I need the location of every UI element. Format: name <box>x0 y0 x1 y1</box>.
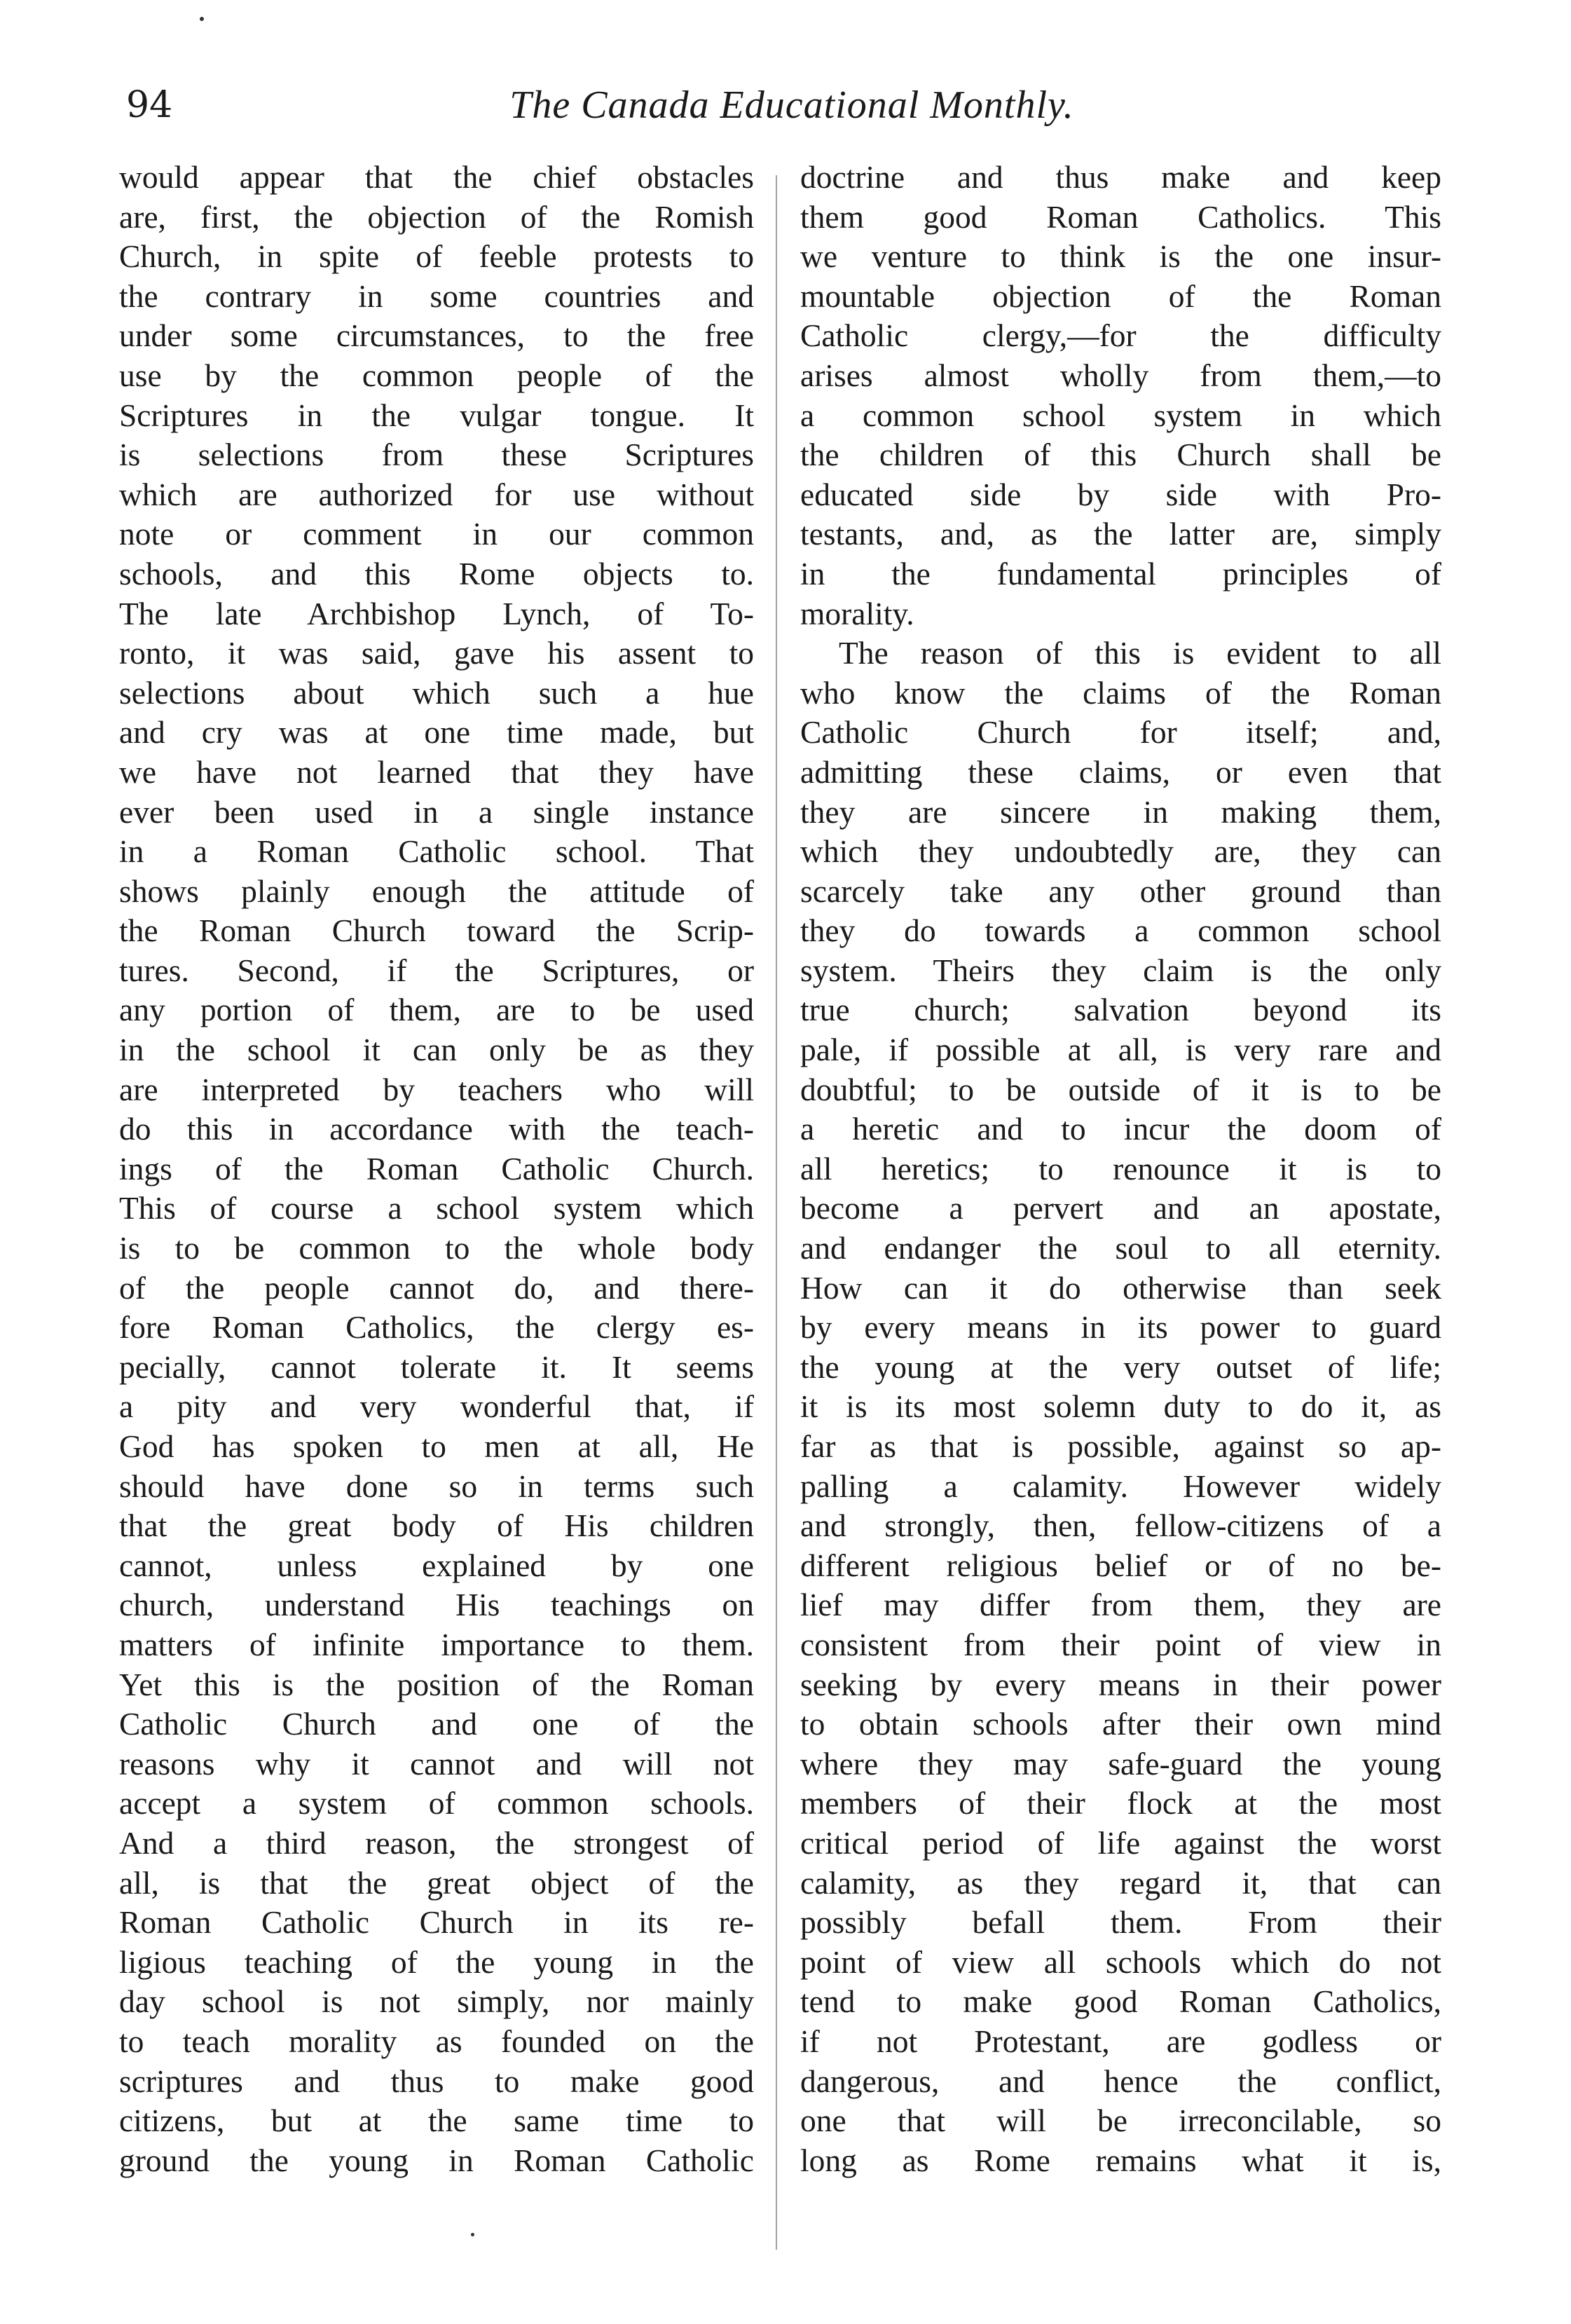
text-line: long as Rome remains what it is, <box>800 2142 1441 2178</box>
text-line: educated side by side with Pro- <box>800 476 1441 512</box>
text-line: a common school system in which <box>800 397 1441 433</box>
text-line: by every means in its power to guard <box>800 1309 1441 1346</box>
text-line: admitting these claims, or even that <box>800 753 1441 790</box>
print-speck <box>200 17 204 21</box>
text-line: where they may safe-guard the young <box>800 1745 1441 1782</box>
page-number: 94 <box>126 84 173 126</box>
text-line: mountable objection of the Roman <box>800 278 1441 314</box>
text-line: God has spoken to men at all, He <box>119 1428 754 1464</box>
text-line: matters of infinite importance to them. <box>119 1626 754 1662</box>
text-line: doubtful; to be outside of it is to be <box>800 1071 1441 1107</box>
text-line: them good Roman Catholics. This <box>800 198 1441 235</box>
text-line: arises almost wholly from them,—to <box>800 357 1441 393</box>
text-line: are, first, the objection of the Romish <box>119 198 754 235</box>
text-line: lief may differ from them, they are <box>800 1587 1441 1623</box>
text-line: should have done so in terms such <box>119 1468 754 1504</box>
text-line: ground the young in Roman Catholic <box>119 2142 754 2178</box>
text-line: a pity and very wonderful that, if <box>119 1388 754 1425</box>
text-line: The reason of this is evident to all <box>839 635 1441 671</box>
text-line: note or comment in our common <box>119 516 754 552</box>
text-line: This of course a school system which <box>119 1190 754 1226</box>
text-line: all heretics; to renounce it is to <box>800 1150 1441 1187</box>
text-line: in a Roman Catholic school. That <box>119 833 754 870</box>
text-line: the children of this Church shall be <box>800 437 1441 473</box>
text-line: dangerous, and hence the conflict, <box>800 2063 1441 2099</box>
text-line: they do towards a common school <box>800 912 1441 949</box>
text-line: we have not learned that they have <box>119 753 754 790</box>
text-line: in the school it can only be as they <box>119 1032 754 1068</box>
text-line: if not Protestant, are godless or <box>800 2023 1441 2059</box>
text-line: a heretic and to incur the doom of <box>800 1111 1441 1147</box>
text-line: one that will be irreconcilable, so <box>800 2103 1441 2139</box>
text-line: scriptures and thus to make good <box>119 2063 754 2099</box>
text-line: the Roman Church toward the Scrip- <box>119 912 754 949</box>
text-line: seeking by every means in their power <box>800 1666 1441 1702</box>
text-line: Church, in spite of feeble protests to <box>119 238 754 275</box>
text-line: all, is that the great object of the <box>119 1864 754 1901</box>
text-line: citizens, but at the same time to <box>119 2103 754 2139</box>
text-line: system. Theirs they claim is the only <box>800 952 1441 988</box>
left-column <box>119 158 754 2180</box>
text-line: that the great body of His children <box>119 1508 754 1544</box>
text-line: we venture to think is the one insur- <box>800 238 1441 275</box>
text-line: fore Roman Catholics, the clergy es- <box>119 1309 754 1346</box>
text-line: different religious belief or of no be- <box>800 1547 1441 1583</box>
running-title: The Canada Educational Monthly. <box>509 83 1074 127</box>
text-line: true church; salvation beyond its <box>800 992 1441 1028</box>
text-line: Catholic Church and one of the <box>119 1706 754 1742</box>
text-line: doctrine and thus make and keep <box>800 159 1441 195</box>
text-line: palling a calamity. However widely <box>800 1468 1441 1504</box>
text-line: tend to make good Roman Catholics, <box>800 1983 1441 2020</box>
text-line: pecially, cannot tolerate it. It seems <box>119 1348 754 1385</box>
text-line: reasons why it cannot and will not <box>119 1745 754 1782</box>
text-line: and cry was at one time made, but <box>119 714 754 751</box>
text-line: and strongly, then, fellow-citizens of a <box>800 1508 1441 1544</box>
text-line: to obtain schools after their own mind <box>800 1706 1441 1742</box>
text-line: calamity, as they regard it, that can <box>800 1864 1441 1901</box>
right-column <box>800 158 1441 2180</box>
print-speck <box>471 2233 474 2236</box>
text-line: Scriptures in the vulgar tongue. It <box>119 397 754 433</box>
text-line: Catholic clergy,—for the difficulty <box>800 317 1441 354</box>
text-line: tures. Second, if the Scriptures, or <box>119 952 754 988</box>
text-line: possibly befall them. From their <box>800 1904 1441 1941</box>
text-line: critical period of life against the worst <box>800 1824 1441 1861</box>
text-line: the young at the very outset of life; <box>800 1348 1441 1385</box>
text-line: which they undoubtedly are, they can <box>800 833 1441 870</box>
text-line: use by the common people of the <box>119 357 754 393</box>
text-line: it is its most solemn duty to do it, as <box>800 1388 1441 1425</box>
text-line: which are authorized for use without <box>119 476 754 512</box>
text-line: to teach morality as founded on the <box>119 2023 754 2059</box>
text-line: Yet this is the position of the Roman <box>119 1666 754 1702</box>
text-line: point of view all schools which do not <box>800 1943 1441 1980</box>
text-line: And a third reason, the strongest of <box>119 1824 754 1861</box>
text-line: church, understand His teachings on <box>119 1587 754 1623</box>
text-line: Roman Catholic Church in its re- <box>119 1904 754 1941</box>
text-line: who know the claims of the Roman <box>800 674 1441 711</box>
text-line: scarcely take any other ground than <box>800 873 1441 909</box>
text-line: testants, and, as the latter are, simply <box>800 516 1441 552</box>
text-line: accept a system of common schools. <box>119 1785 754 1821</box>
text-line: schools, and this Rome objects to. <box>119 555 754 592</box>
text-line: ligious teaching of the young in the <box>119 1943 754 1980</box>
text-line: pale, if possible at all, is very rare and <box>800 1032 1441 1068</box>
text-line: are interpreted by teachers who will <box>119 1071 754 1107</box>
text-line: members of their flock at the most <box>800 1785 1441 1821</box>
text-line: ever been used in a single instance <box>119 793 754 830</box>
text-line: morality. <box>800 595 914 631</box>
text-line: ronto, it was said, gave his assent to <box>119 635 754 671</box>
text-line: they are sincere in making them, <box>800 793 1441 830</box>
text-line: ings of the Roman Catholic Church. <box>119 1150 754 1187</box>
text-line: cannot, unless explained by one <box>119 1547 754 1583</box>
text-line: far as that is possible, against so ap- <box>800 1428 1441 1464</box>
text-line: consistent from their point of view in <box>800 1626 1441 1662</box>
text-line: would appear that the chief obstacles <box>119 159 754 195</box>
text-line: is to be common to the whole body <box>119 1230 754 1266</box>
text-line: How can it do otherwise than seek <box>800 1269 1441 1306</box>
text-line: The late Archbishop Lynch, of To- <box>119 595 754 631</box>
text-line: shows plainly enough the attitude of <box>119 873 754 909</box>
text-line: Catholic Church for itself; and, <box>800 714 1441 751</box>
text-line: the contrary in some countries and <box>119 278 754 314</box>
text-line: become a pervert and an apostate, <box>800 1190 1441 1226</box>
text-line: under some circumstances, to the free <box>119 317 754 354</box>
text-line: is selections from these Scriptures <box>119 437 754 473</box>
text-line: in the fundamental principles of <box>800 555 1441 592</box>
text-line: day school is not simply, nor mainly <box>119 1983 754 2020</box>
text-line: do this in accordance with the teach- <box>119 1111 754 1147</box>
page-header <box>126 77 1457 140</box>
text-line: of the people cannot do, and there- <box>119 1269 754 1306</box>
text-line: and endanger the soul to all eternity. <box>800 1230 1441 1266</box>
text-line: any portion of them, are to be used <box>119 992 754 1028</box>
text-line: selections about which such a hue <box>119 674 754 711</box>
column-divider <box>776 175 777 2250</box>
